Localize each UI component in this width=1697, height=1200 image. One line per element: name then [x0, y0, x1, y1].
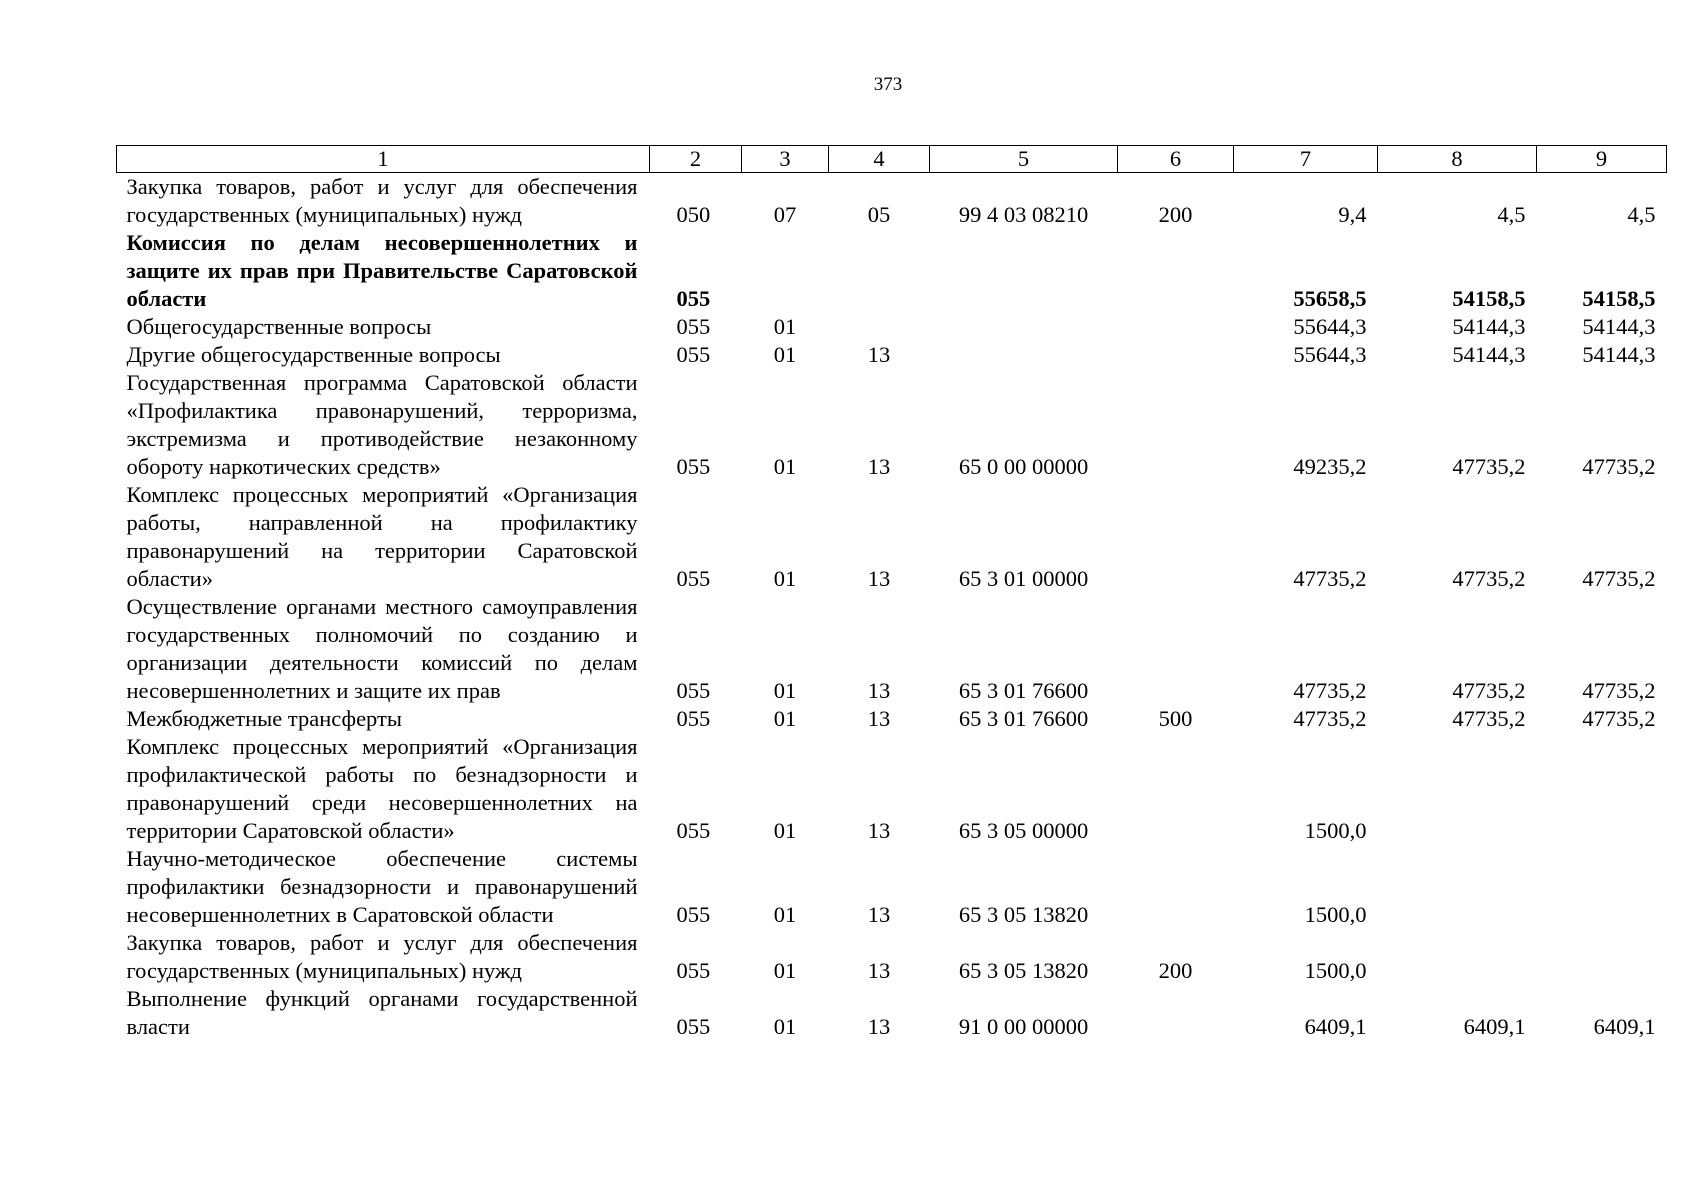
- col-6-expense-type: [1118, 985, 1234, 1041]
- item-name: Научно-методическое обеспечение системы профилактики безнадзорности и правонарушений несовершеннолетних в Саратовской области: [126, 846, 638, 927]
- column-header: 6: [1118, 146, 1234, 173]
- item-name: Закупка товаров, работ и услуг для обеспечения государственных (муниципальных) нужд: [126, 174, 638, 227]
- table-row: [117, 341, 1667, 369]
- col-8-amount: 47735,2: [1452, 678, 1526, 703]
- col-9-amount: 47735,2: [1582, 706, 1656, 731]
- col-7-amount: 9,4: [1338, 202, 1367, 227]
- col-3-section: 01: [773, 1014, 797, 1039]
- column-header: 1: [117, 146, 650, 173]
- col-4-subsection: 13: [867, 454, 891, 479]
- item-name: Выполнение функций органами государственной власти: [126, 986, 638, 1039]
- col-6-expense-type: 200: [1158, 958, 1193, 983]
- col-6-expense-type: [1118, 845, 1234, 929]
- column-header: 9: [1537, 146, 1667, 173]
- col-9-amount: 47735,2: [1582, 566, 1656, 591]
- col-3-section: 01: [773, 902, 797, 927]
- col-3-section: 01: [773, 818, 797, 843]
- col-6-expense-type: [1118, 341, 1234, 369]
- table-row: [117, 173, 1667, 230]
- col-7-amount: 55658,5: [1293, 286, 1367, 311]
- col-3-section: 01: [773, 566, 797, 591]
- col-3-section: 01: [773, 314, 797, 339]
- col-8-amount: 47735,2: [1452, 566, 1526, 591]
- col-2-code: 055: [676, 314, 711, 339]
- table-row: [117, 229, 1667, 313]
- col-6-expense-type: [1118, 733, 1234, 845]
- col-9-amount: 54144,3: [1582, 342, 1656, 367]
- col-9-amount: 54144,3: [1582, 314, 1656, 339]
- col-8-amount: 6409,1: [1463, 1014, 1526, 1039]
- col-6-expense-type: [1118, 229, 1234, 313]
- col-7-amount: 47735,2: [1293, 706, 1367, 731]
- col-8-amount: 54158,5: [1452, 286, 1526, 311]
- item-name: Закупка товаров, работ и услуг для обеспечения государственных (муниципальных) нужд: [126, 930, 638, 983]
- col-8-amount: 47735,2: [1452, 454, 1526, 479]
- col-7-amount: 55644,3: [1293, 314, 1367, 339]
- table-row: [117, 705, 1667, 733]
- col-6-expense-type: 500: [1158, 706, 1193, 731]
- col-6-expense-type: [1118, 593, 1234, 705]
- col-4-subsection: 13: [867, 1014, 891, 1039]
- col-8-amount: 54144,3: [1452, 342, 1526, 367]
- col-7-amount: 49235,2: [1293, 454, 1367, 479]
- col-7-amount: 1500,0: [1304, 958, 1367, 983]
- col-5-target-item: 65 3 05 00000: [958, 818, 1089, 843]
- col-7-amount: 47735,2: [1293, 566, 1367, 591]
- col-9-amount: 47735,2: [1582, 678, 1656, 703]
- col-2-code: 055: [676, 902, 711, 927]
- col-3-section: 01: [773, 678, 797, 703]
- col-3-section: 07: [773, 202, 797, 227]
- col-8-amount: 4,5: [1497, 202, 1526, 227]
- col-2-code: 055: [676, 706, 711, 731]
- page-number: 373: [873, 74, 903, 95]
- col-5-target-item: 91 0 00 00000: [958, 1014, 1089, 1039]
- col-2-code: 055: [676, 818, 711, 843]
- col-3-section: 01: [773, 454, 797, 479]
- col-4-subsection: 13: [867, 678, 891, 703]
- col-5-target-item: [930, 313, 1118, 341]
- col-2-code: 055: [676, 678, 711, 703]
- table-row: [117, 481, 1667, 593]
- col-7-amount: 1500,0: [1304, 902, 1367, 927]
- col-6-expense-type: [1118, 313, 1234, 341]
- col-9-amount: 54158,5: [1582, 286, 1656, 311]
- col-2-code: 055: [676, 1014, 711, 1039]
- col-5-target-item: 65 3 01 00000: [958, 566, 1089, 591]
- col-4-subsection: 13: [867, 958, 891, 983]
- col-8-amount: 47735,2: [1452, 706, 1526, 731]
- budget-table: [116, 145, 1667, 1041]
- col-9-amount: 6409,1: [1593, 1014, 1656, 1039]
- item-name: Государственная программа Саратовской области «Профилактика правонарушений, терроризма, экстремизма и противодействие незаконному обороту наркотических средств»: [126, 370, 638, 479]
- table-row: [117, 369, 1667, 481]
- table-row: [117, 845, 1667, 929]
- item-name: Осуществление органами местного самоуправления государственных полномочий по созданию и организации деятельности комиссий по делам несовершеннолетних и защите их прав: [126, 594, 638, 703]
- item-name: Межбюджетные трансферты: [126, 706, 402, 731]
- col-4-subsection: 13: [867, 706, 891, 731]
- col-8-amount: 54144,3: [1452, 314, 1526, 339]
- header-row: [117, 146, 1667, 173]
- item-name: Комиссия по делам несовершеннолетних и защите их прав при Правительстве Саратовской области: [126, 230, 638, 311]
- col-5-target-item: [930, 229, 1118, 313]
- col-5-target-item: 65 3 05 13820: [958, 902, 1089, 927]
- col-4-subsection: [829, 229, 930, 313]
- col-8-amount: [1378, 845, 1537, 929]
- col-8-amount: [1378, 733, 1537, 845]
- col-3-section: 01: [773, 706, 797, 731]
- col-5-target-item: [930, 341, 1118, 369]
- col-3-section: [742, 229, 829, 313]
- col-5-target-item: 65 0 00 00000: [958, 454, 1089, 479]
- col-4-subsection: 13: [867, 818, 891, 843]
- col-7-amount: 47735,2: [1293, 678, 1367, 703]
- col-4-subsection: 13: [867, 902, 891, 927]
- col-2-code: 055: [676, 342, 711, 367]
- col-6-expense-type: 200: [1158, 202, 1193, 227]
- table-row: [117, 313, 1667, 341]
- col-9-amount: 4,5: [1627, 202, 1656, 227]
- col-9-amount: [1537, 733, 1667, 845]
- col-5-target-item: 65 3 05 13820: [958, 958, 1089, 983]
- column-header: 3: [742, 146, 829, 173]
- item-name: Комплекс процессных мероприятий «Организация профилактической работы по безнадзорности и правонарушений среди несовершеннолетних на территории Саратовской области»: [126, 734, 638, 843]
- col-9-amount: [1537, 845, 1667, 929]
- col-4-subsection: 05: [867, 202, 891, 227]
- col-2-code: 055: [676, 958, 711, 983]
- column-header: 7: [1234, 146, 1378, 173]
- col-3-section: 01: [773, 958, 797, 983]
- table-row: [117, 929, 1667, 985]
- col-4-subsection: [829, 313, 930, 341]
- item-name: Общегосударственные вопросы: [126, 314, 432, 339]
- column-header: 2: [650, 146, 742, 173]
- col-2-code: 055: [676, 454, 711, 479]
- table-row: [117, 985, 1667, 1041]
- col-7-amount: 1500,0: [1304, 818, 1367, 843]
- col-6-expense-type: [1118, 369, 1234, 481]
- col-7-amount: 55644,3: [1293, 342, 1367, 367]
- item-name: Комплекс процессных мероприятий «Организация работы, направленной на профилактику правонарушений на территории Саратовской области»: [126, 482, 638, 591]
- column-header: 4: [829, 146, 930, 173]
- col-2-code: 055: [676, 566, 711, 591]
- table-row: [117, 593, 1667, 705]
- col-9-amount: 47735,2: [1582, 454, 1656, 479]
- column-header: 5: [930, 146, 1118, 173]
- col-5-target-item: 65 3 01 76600: [958, 706, 1089, 731]
- col-9-amount: [1537, 929, 1667, 985]
- table-row: [117, 733, 1667, 845]
- col-7-amount: 6409,1: [1304, 1014, 1367, 1039]
- col-3-section: 01: [773, 342, 797, 367]
- item-name: Другие общегосударственные вопросы: [126, 342, 501, 367]
- col-4-subsection: 13: [867, 342, 891, 367]
- col-6-expense-type: [1118, 481, 1234, 593]
- column-header: 8: [1378, 146, 1537, 173]
- col-4-subsection: 13: [867, 566, 891, 591]
- col-2-code: 055: [676, 286, 711, 311]
- col-2-code: 050: [676, 202, 711, 227]
- col-5-target-item: 65 3 01 76600: [958, 678, 1089, 703]
- col-8-amount: [1378, 929, 1537, 985]
- col-5-target-item: 99 4 03 08210: [958, 202, 1089, 227]
